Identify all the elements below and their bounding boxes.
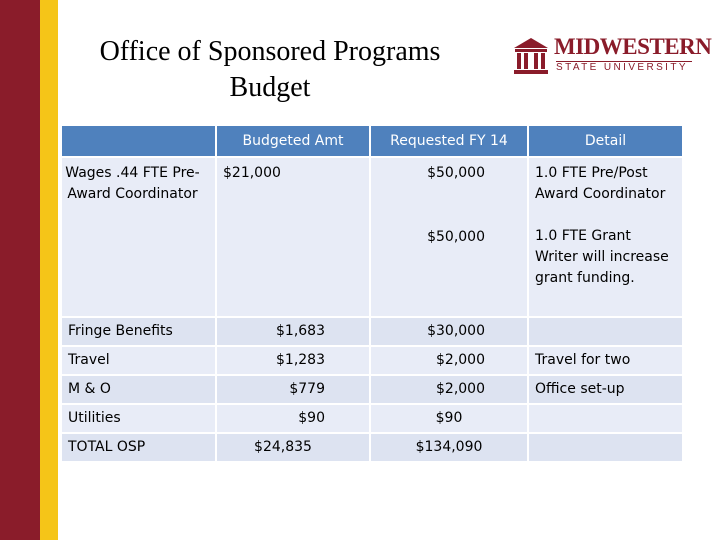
- fringe-requested-cell: [371, 318, 527, 345]
- travel-detail: Travel for two: [535, 352, 631, 368]
- table-row-utilities: [62, 405, 682, 432]
- travel-requested-cell: [371, 347, 527, 374]
- fringe-label: Fringe Benefits: [68, 323, 173, 339]
- budget-table: [60, 124, 684, 463]
- travel-budgeted-cell: [217, 347, 369, 374]
- utilities-label: Utilities: [68, 410, 121, 426]
- fringe-budgeted-cell: [217, 318, 369, 345]
- mo-budgeted: $779: [289, 381, 325, 397]
- travel-requested: $2,000: [436, 352, 485, 368]
- wages-detail-1: 1.0 FTE Pre/Post Award Coordinator: [535, 165, 666, 202]
- header-detail: Detail: [529, 126, 682, 156]
- utilities-detail-cell: [529, 405, 682, 432]
- mo-detail-cell: [529, 376, 682, 403]
- total-detail-cell: [529, 434, 682, 461]
- wages-label-cell: [62, 158, 215, 316]
- table-row-total: [62, 434, 682, 461]
- utilities-requested-cell: [371, 405, 527, 432]
- fringe-detail-cell: [529, 318, 682, 345]
- fringe-budgeted: $1,683: [276, 323, 325, 339]
- logo-subtitle: STATE UNIVERSITY: [556, 62, 688, 73]
- utilities-requested: $90: [435, 410, 463, 426]
- travel-label: Travel: [68, 352, 110, 368]
- wages-requested-2: $50,000: [427, 229, 485, 245]
- wages-detail-2: 1.0 FTE Grant Writer will increase grant funding.: [535, 228, 669, 286]
- travel-budgeted: $1,283: [276, 352, 325, 368]
- wages-detail-cell: [529, 158, 682, 316]
- fringe-label-cell: [62, 318, 215, 345]
- mo-requested: $2,000: [436, 381, 485, 397]
- logo-name: MIDWESTERN: [554, 34, 712, 59]
- mo-label: M & O: [68, 381, 111, 397]
- header-budgeted: Budgeted Amt: [217, 126, 369, 156]
- title-line-2: Budget: [229, 72, 311, 103]
- total-detail: [529, 434, 682, 440]
- total-requested: $134,090: [415, 439, 483, 455]
- university-building-icon: [512, 36, 550, 76]
- travel-detail-cell: [529, 347, 682, 374]
- travel-label-cell: [62, 347, 215, 374]
- fringe-detail: [529, 318, 682, 324]
- slide-title: [60, 34, 480, 106]
- mo-requested-cell: [371, 376, 527, 403]
- utilities-budgeted-cell: [217, 405, 369, 432]
- utilities-detail: [529, 405, 682, 411]
- table-header-row: [62, 126, 682, 156]
- mo-label-cell: [62, 376, 215, 403]
- left-gold-bar: [40, 0, 58, 540]
- table-row-fringe: [62, 318, 682, 345]
- title-line-1: Office of Sponsored Programs: [99, 36, 441, 67]
- wages-requested-cell: [371, 158, 527, 316]
- wages-budgeted-cell: [217, 158, 369, 316]
- total-budgeted-cell: [217, 434, 369, 461]
- wages-label: Wages .44 FTE Pre-Award Coordinator: [65, 165, 200, 202]
- left-maroon-bar: [0, 0, 40, 540]
- table-row-travel: [62, 347, 682, 374]
- header-requested: Requested FY 14: [371, 126, 527, 156]
- header-blank: [62, 126, 215, 156]
- mo-budgeted-cell: [217, 376, 369, 403]
- total-budgeted: $24,835: [254, 439, 312, 455]
- mo-detail: Office set-up: [535, 381, 625, 397]
- utilities-budgeted: $90: [298, 410, 325, 426]
- total-label: TOTAL OSP: [68, 439, 146, 455]
- table-row-wages: [62, 158, 682, 316]
- wages-budgeted: $21,000: [223, 165, 281, 181]
- midwestern-logo: [512, 34, 712, 78]
- fringe-requested: $30,000: [427, 323, 485, 339]
- total-requested-cell: [371, 434, 527, 461]
- wages-requested-1: $50,000: [427, 165, 485, 181]
- table-row-mo: [62, 376, 682, 403]
- utilities-label-cell: [62, 405, 215, 432]
- total-label-cell: [62, 434, 215, 461]
